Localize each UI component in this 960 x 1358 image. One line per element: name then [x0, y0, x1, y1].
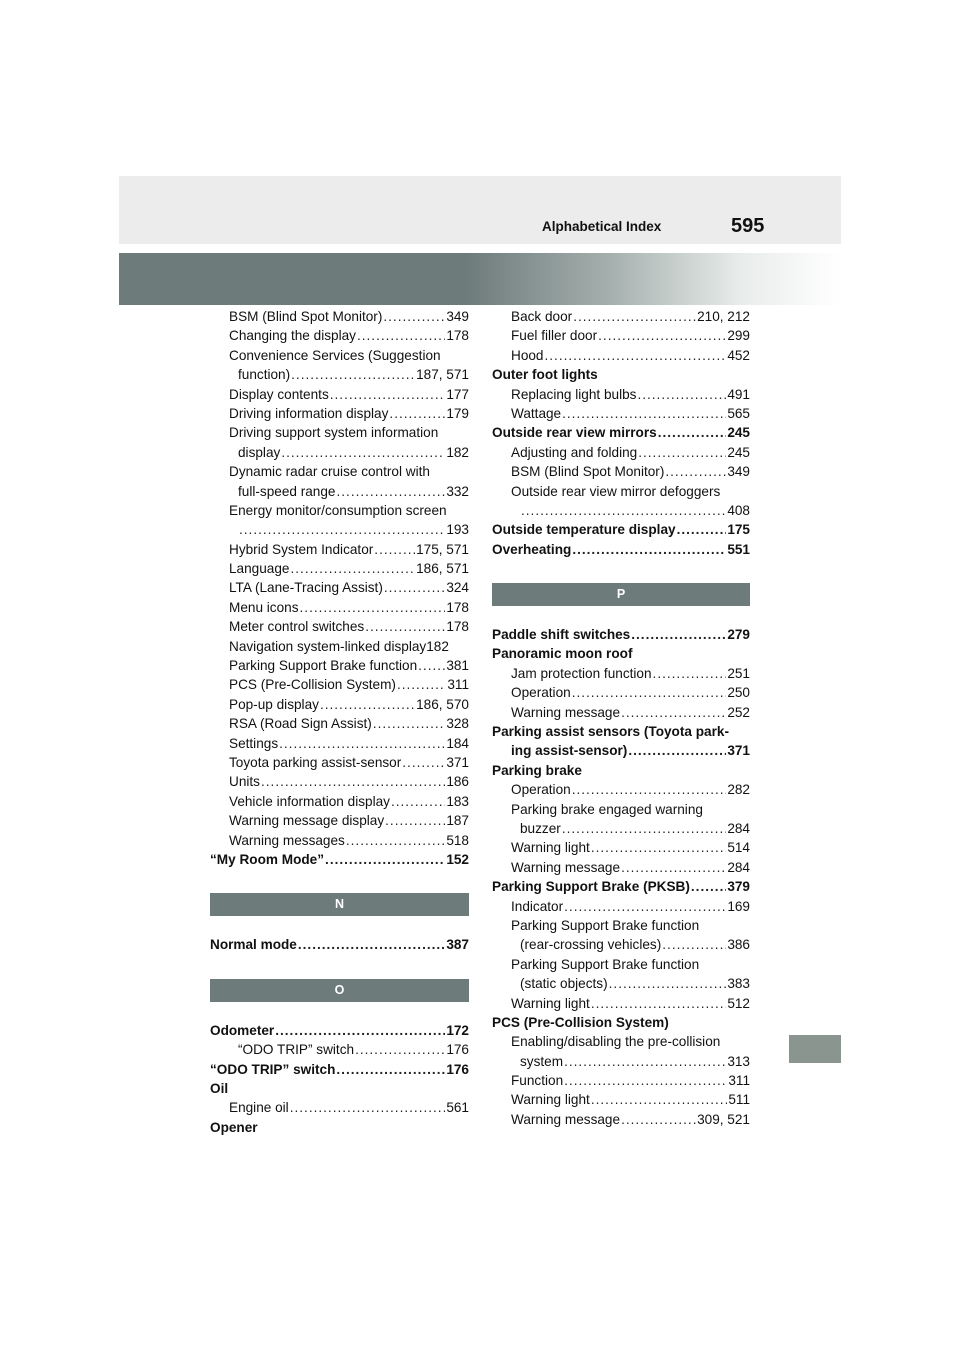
- entry-term: Oil: [210, 1080, 229, 1096]
- entry-term: Hybrid System Indicator: [229, 541, 374, 557]
- dot-leader: [385, 811, 445, 830]
- entry-term: RSA (Road Sign Assist): [229, 716, 372, 732]
- dot-leader: [658, 423, 727, 442]
- entry-page-ref[interactable]: 210, 212: [697, 309, 750, 324]
- dot-leader: [572, 780, 727, 799]
- dot-leader: [621, 858, 726, 877]
- dot-leader: [691, 877, 726, 896]
- dot-leader: [384, 578, 445, 597]
- index-column-right: [492, 307, 750, 1129]
- index-sub-entry: [210, 365, 469, 384]
- dot-leader: [275, 1021, 445, 1040]
- entry-term: ing assist-sensor): [511, 743, 628, 759]
- entry-page-ref[interactable]: 282: [727, 782, 750, 798]
- entry-term: Wattage: [511, 405, 562, 421]
- index-sub-entry: [210, 792, 469, 811]
- entry-term: Normal mode: [210, 937, 297, 953]
- entry-term: BSM (Blind Spot Monitor): [229, 309, 383, 324]
- entry-page-ref[interactable]: 251: [727, 665, 750, 681]
- entry-page-ref[interactable]: 176: [446, 1061, 469, 1077]
- dot-leader: [609, 974, 727, 993]
- entry-term: Vehicle information display: [229, 793, 390, 809]
- entry-page-ref[interactable]: 371: [727, 743, 750, 759]
- entry-term: PCS (Pre-Collision System): [229, 677, 396, 693]
- section-gap: [210, 955, 469, 979]
- entry-page-ref[interactable]: 383: [727, 976, 750, 992]
- entry-page-ref[interactable]: 386: [727, 937, 750, 953]
- entry-term: Parking Support Brake function: [229, 658, 418, 674]
- dot-leader: [346, 831, 445, 850]
- index-sub-entry: [210, 482, 469, 501]
- index-sub-entry: [210, 307, 469, 326]
- index-main-entry: [210, 1021, 469, 1040]
- entry-page-ref[interactable]: 349: [727, 464, 750, 480]
- entry-term: Warning light: [511, 995, 590, 1011]
- entry-page-ref[interactable]: 311: [728, 1073, 750, 1089]
- index-sub-entry: [492, 703, 750, 722]
- entry-page-ref[interactable]: 250: [727, 685, 750, 701]
- section-gap: [492, 559, 750, 583]
- index-main-entry: [492, 741, 750, 760]
- dot-leader: [279, 734, 445, 753]
- entry-term: Driving support system information: [229, 425, 439, 441]
- entry-page-ref[interactable]: 371: [446, 754, 469, 770]
- entry-page-ref[interactable]: 184: [446, 735, 469, 751]
- index-sub-entry: [492, 1052, 750, 1071]
- index-sub-entry: [492, 683, 750, 702]
- entry-term: “ODO TRIP” switch: [238, 1042, 355, 1058]
- entry-term: Jam protection function: [511, 665, 652, 681]
- index-sub-entry: [210, 617, 469, 636]
- entry-page-ref[interactable]: 387: [446, 937, 469, 953]
- entry-term: Operation: [511, 685, 571, 701]
- index-sub-entry: [492, 819, 750, 838]
- dot-leader: [621, 703, 726, 722]
- index-sub-entry: [492, 780, 750, 799]
- dot-leader: [564, 897, 726, 916]
- dot-leader: [598, 326, 726, 345]
- page-number: 595: [731, 215, 765, 237]
- entry-term: LTA (Lane-Tracing Assist): [229, 580, 383, 596]
- entry-term: Dynamic radar cruise control with: [229, 464, 430, 480]
- index-sub-entry: [210, 675, 469, 694]
- index-sub-entry: [210, 695, 469, 714]
- entry-term: Opener: [210, 1119, 258, 1135]
- index-main-entry: [210, 1060, 469, 1079]
- index-sub-entry: [210, 1040, 469, 1059]
- dot-leader: [677, 520, 727, 539]
- entry-page-ref[interactable]: 284: [727, 820, 750, 836]
- entry-term: Outside rear view mirrors: [492, 425, 657, 441]
- dot-leader: [261, 772, 445, 791]
- index-sub-entry: [210, 346, 469, 365]
- entry-page-ref[interactable]: 408: [727, 502, 750, 518]
- entry-page-ref[interactable]: 313: [727, 1053, 750, 1069]
- entry-term: Parking assist sensors (Toyota park-: [492, 724, 729, 740]
- index-sub-entry: [210, 540, 469, 559]
- entry-page-ref[interactable]: 183: [446, 793, 469, 809]
- entry-term: buzzer: [520, 820, 561, 836]
- entry-page-ref[interactable]: 178: [446, 619, 469, 635]
- entry-term: Warning light: [511, 1092, 590, 1108]
- index-column-left: [210, 307, 469, 1137]
- entry-page-ref[interactable]: 511: [728, 1092, 750, 1108]
- index-sub-entry: [210, 423, 469, 442]
- entry-page-ref[interactable]: 176: [446, 1042, 469, 1058]
- dot-leader: [545, 346, 727, 365]
- entry-term: Replacing light bulbs: [511, 386, 637, 402]
- dot-leader: [628, 741, 726, 760]
- entry-term: Adjusting and folding: [511, 444, 638, 460]
- entry-term: Odometer: [210, 1022, 275, 1038]
- entry-term: full-speed range: [238, 483, 336, 499]
- entry-term: Hood: [511, 347, 544, 363]
- entry-term: Warning message: [511, 1111, 621, 1127]
- entry-page-ref[interactable]: 186, 571: [416, 561, 469, 577]
- entry-term: (rear-crossing vehicles): [520, 937, 662, 953]
- entry-term: display: [238, 444, 281, 460]
- entry-term: Outside rear view mirror defoggers: [511, 483, 721, 499]
- entry-term: Units: [229, 774, 260, 790]
- index-sub-entry: [492, 462, 750, 481]
- entry-page-ref[interactable]: 172: [446, 1022, 469, 1038]
- entry-term: Energy monitor/consumption screen: [229, 502, 447, 518]
- entry-page-ref[interactable]: 187: [446, 813, 469, 829]
- entry-term: Fuel filler door: [511, 328, 598, 344]
- entry-term: Operation: [511, 782, 571, 798]
- dot-leader: [591, 838, 726, 857]
- entry-term: Enabling/disabling the pre-collision: [511, 1034, 721, 1050]
- index-sub-entry: [492, 916, 750, 935]
- index-sub-entry: [210, 656, 469, 675]
- entry-page-ref[interactable]: 565: [727, 405, 750, 421]
- entry-term: Navigation system-linked display182: [229, 638, 449, 654]
- entry-term: Parking brake: [492, 762, 582, 778]
- entry-page-ref[interactable]: 311: [447, 677, 469, 693]
- index-sub-entry: [492, 1032, 750, 1051]
- entry-term: Back door: [511, 309, 573, 324]
- index-sub-entry: [492, 897, 750, 916]
- index-sub-entry: [210, 462, 469, 481]
- dot-leader: [383, 307, 445, 326]
- entry-term: Paddle shift switches: [492, 627, 631, 643]
- index-sub-entry: [210, 385, 469, 404]
- dot-leader: [239, 520, 445, 539]
- index-main-entry: [492, 540, 750, 559]
- index-sub-entry: [210, 578, 469, 597]
- index-main-entry: [492, 423, 750, 442]
- entry-page-ref[interactable]: 299: [727, 328, 750, 344]
- dot-leader: [402, 753, 445, 772]
- dot-leader: [418, 656, 445, 675]
- entry-page-ref[interactable]: 187, 571: [416, 367, 469, 383]
- index-sub-entry: [210, 831, 469, 850]
- index-sub-entry: [492, 1071, 750, 1090]
- entry-term: Convenience Services (Suggestion: [229, 347, 441, 363]
- chapter-thumb-tab: [789, 1035, 841, 1063]
- entry-term: Toyota parking assist-sensor: [229, 754, 402, 770]
- entry-term: Warning light: [511, 840, 590, 856]
- index-main-entry: [492, 761, 750, 780]
- dot-leader: [573, 307, 696, 326]
- entry-term: system: [520, 1053, 564, 1069]
- dot-leader: [365, 617, 445, 636]
- entry-term: “ODO TRIP” switch: [210, 1061, 336, 1077]
- index-sub-entry: [210, 734, 469, 753]
- dot-leader: [373, 714, 446, 733]
- dot-leader: [572, 540, 726, 559]
- entry-term: Warning message: [511, 859, 621, 875]
- dot-leader: [325, 850, 445, 869]
- index-sub-entry: [210, 772, 469, 791]
- entry-page-ref[interactable]: 512: [727, 995, 750, 1011]
- dot-leader: [281, 443, 445, 462]
- dot-leader: [397, 675, 446, 694]
- entry-page-ref[interactable]: 175, 571: [416, 541, 469, 557]
- entry-page-ref[interactable]: 252: [727, 704, 750, 720]
- dot-leader: [572, 683, 727, 702]
- entry-term: Indicator: [511, 898, 564, 914]
- index-sub-entry: [210, 714, 469, 733]
- index-sub-entry: [210, 753, 469, 772]
- entry-term: Outer foot lights: [492, 367, 598, 383]
- entry-page-ref[interactable]: 452: [727, 347, 750, 363]
- index-sub-entry: [210, 404, 469, 423]
- index-main-entry: [210, 1079, 469, 1098]
- entry-term: (static objects): [520, 976, 608, 992]
- entry-page-ref[interactable]: 177: [446, 386, 469, 402]
- dot-leader: [564, 1071, 727, 1090]
- dot-leader: [591, 1090, 728, 1109]
- entry-page-ref[interactable]: 169: [727, 898, 750, 914]
- index-sub-entry: [492, 1110, 750, 1129]
- index-sub-entry: [210, 637, 469, 656]
- section-header-n: N: [210, 893, 469, 916]
- header-gradient-band: [119, 253, 841, 305]
- entry-page-ref[interactable]: 186: [446, 774, 469, 790]
- index-sub-entry: [492, 974, 750, 993]
- dot-leader: [389, 404, 445, 423]
- dot-leader: [320, 695, 415, 714]
- entry-page-ref[interactable]: 514: [727, 840, 750, 856]
- dot-leader: [662, 935, 726, 954]
- index-main-entry: [210, 1118, 469, 1137]
- dot-leader: [290, 559, 415, 578]
- dot-leader: [337, 482, 446, 501]
- entry-term: Warning message display: [229, 813, 385, 829]
- entry-term: Parking Support Brake (PKSB): [492, 879, 690, 895]
- header-title: Alphabetical Index: [542, 219, 662, 234]
- entry-page-ref[interactable]: 175: [727, 522, 750, 538]
- index-sub-entry: [492, 838, 750, 857]
- entry-term: Pop-up display: [229, 696, 319, 712]
- index-sub-entry: [492, 935, 750, 954]
- index-main-entry: [492, 877, 750, 896]
- entry-term: Panoramic moon roof: [492, 646, 633, 662]
- entry-page-ref[interactable]: 245: [727, 444, 750, 460]
- entry-term: function): [238, 367, 291, 383]
- index-sub-entry: [492, 307, 750, 326]
- index-sub-entry: [210, 520, 469, 539]
- index-sub-entry: [492, 501, 750, 520]
- dot-leader: [564, 1052, 726, 1071]
- entry-term: Warning messages: [229, 832, 345, 848]
- index-main-entry: [210, 850, 469, 869]
- index-sub-entry: [492, 346, 750, 365]
- entry-page-ref[interactable]: 245: [727, 425, 750, 441]
- index-main-entry: [492, 644, 750, 663]
- entry-page-ref[interactable]: 193: [446, 522, 469, 538]
- section-gap: [210, 869, 469, 893]
- entry-page-ref[interactable]: 324: [446, 580, 469, 596]
- dot-leader: [562, 404, 726, 423]
- dot-leader: [638, 443, 726, 462]
- dot-leader: [291, 365, 415, 384]
- entry-page-ref[interactable]: 284: [727, 859, 750, 875]
- entry-page-ref[interactable]: 381: [446, 658, 469, 674]
- dot-leader: [631, 625, 726, 644]
- index-sub-entry: [492, 955, 750, 974]
- index-sub-entry: [492, 800, 750, 819]
- entry-term: Parking Support Brake function: [511, 917, 700, 933]
- entry-term: Function: [511, 1073, 564, 1089]
- index-main-entry: [210, 935, 469, 954]
- dot-leader: [374, 540, 415, 559]
- entry-page-ref[interactable]: 349: [446, 309, 469, 324]
- entry-page-ref[interactable]: 561: [446, 1100, 469, 1116]
- index-sub-entry: [210, 559, 469, 578]
- index-sub-entry: [492, 664, 750, 683]
- index-main-entry: [492, 722, 750, 741]
- index-main-entry: [492, 520, 750, 539]
- dot-leader: [290, 1098, 446, 1117]
- entry-term: Outside temperature display: [492, 522, 676, 538]
- index-sub-entry: [492, 326, 750, 345]
- dot-leader: [330, 385, 446, 404]
- index-sub-entry: [492, 1090, 750, 1109]
- dot-leader: [355, 1040, 445, 1059]
- dot-leader: [653, 664, 727, 683]
- entry-page-ref[interactable]: 518: [446, 832, 469, 848]
- dot-leader: [336, 1060, 445, 1079]
- entry-term: Driving information display: [229, 405, 389, 421]
- entry-term: “My Room Mode”: [210, 851, 325, 867]
- entry-term: Settings: [229, 735, 279, 751]
- entry-page-ref[interactable]: 179: [446, 405, 469, 421]
- entry-term: Language: [229, 561, 290, 577]
- index-main-entry: [492, 1013, 750, 1032]
- entry-page-ref[interactable]: 182: [446, 444, 469, 460]
- dot-leader: [521, 501, 726, 520]
- index-sub-entry: [492, 858, 750, 877]
- dot-leader: [665, 462, 726, 481]
- index-sub-entry: [210, 598, 469, 617]
- entry-term: Menu icons: [229, 599, 299, 615]
- index-sub-entry: [210, 326, 469, 345]
- entry-term: Overheating: [492, 541, 572, 557]
- entry-term: Warning message: [511, 704, 621, 720]
- entry-page-ref[interactable]: 178: [446, 328, 469, 344]
- entry-page-ref[interactable]: 279: [727, 627, 750, 643]
- entry-page-ref[interactable]: 178: [446, 599, 469, 615]
- index-sub-entry: [492, 482, 750, 501]
- entry-page-ref[interactable]: 186, 570: [416, 696, 469, 712]
- entry-page-ref[interactable]: 379: [727, 879, 750, 895]
- entry-term: Changing the display: [229, 328, 356, 344]
- dot-leader: [391, 792, 445, 811]
- section-header-p: P: [492, 583, 750, 606]
- entry-term: BSM (Blind Spot Monitor): [511, 464, 665, 480]
- entry-term: PCS (Pre-Collision System): [492, 1014, 669, 1030]
- entry-page-ref[interactable]: 152: [446, 851, 469, 867]
- index-main-entry: [492, 365, 750, 384]
- entry-page-ref[interactable]: 551: [727, 541, 750, 557]
- entry-term: Display contents: [229, 386, 329, 402]
- index-sub-entry: [210, 811, 469, 830]
- index-main-entry: [492, 625, 750, 644]
- entry-page-ref[interactable]: 491: [727, 386, 750, 402]
- dot-leader: [357, 326, 445, 345]
- entry-term: Meter control switches: [229, 619, 365, 635]
- entry-page-ref[interactable]: 332: [446, 483, 469, 499]
- entry-term: Parking brake engaged warning: [511, 801, 703, 817]
- entry-page-ref[interactable]: 309, 521: [697, 1111, 750, 1127]
- index-sub-entry: [492, 385, 750, 404]
- index-sub-entry: [210, 501, 469, 520]
- section-header-o: O: [210, 979, 469, 1002]
- dot-leader: [562, 819, 727, 838]
- entry-term: Engine oil: [229, 1100, 289, 1116]
- index-sub-entry: [492, 443, 750, 462]
- dot-leader: [298, 935, 445, 954]
- dot-leader: [621, 1110, 696, 1129]
- dot-leader: [637, 385, 726, 404]
- dot-leader: [591, 994, 726, 1013]
- entry-term: Parking Support Brake function: [511, 956, 700, 972]
- index-sub-entry: [210, 1098, 469, 1117]
- index-sub-entry: [210, 443, 469, 462]
- index-sub-entry: [492, 404, 750, 423]
- dot-leader: [300, 598, 446, 617]
- index-sub-entry: [492, 994, 750, 1013]
- entry-page-ref[interactable]: 328: [446, 716, 469, 732]
